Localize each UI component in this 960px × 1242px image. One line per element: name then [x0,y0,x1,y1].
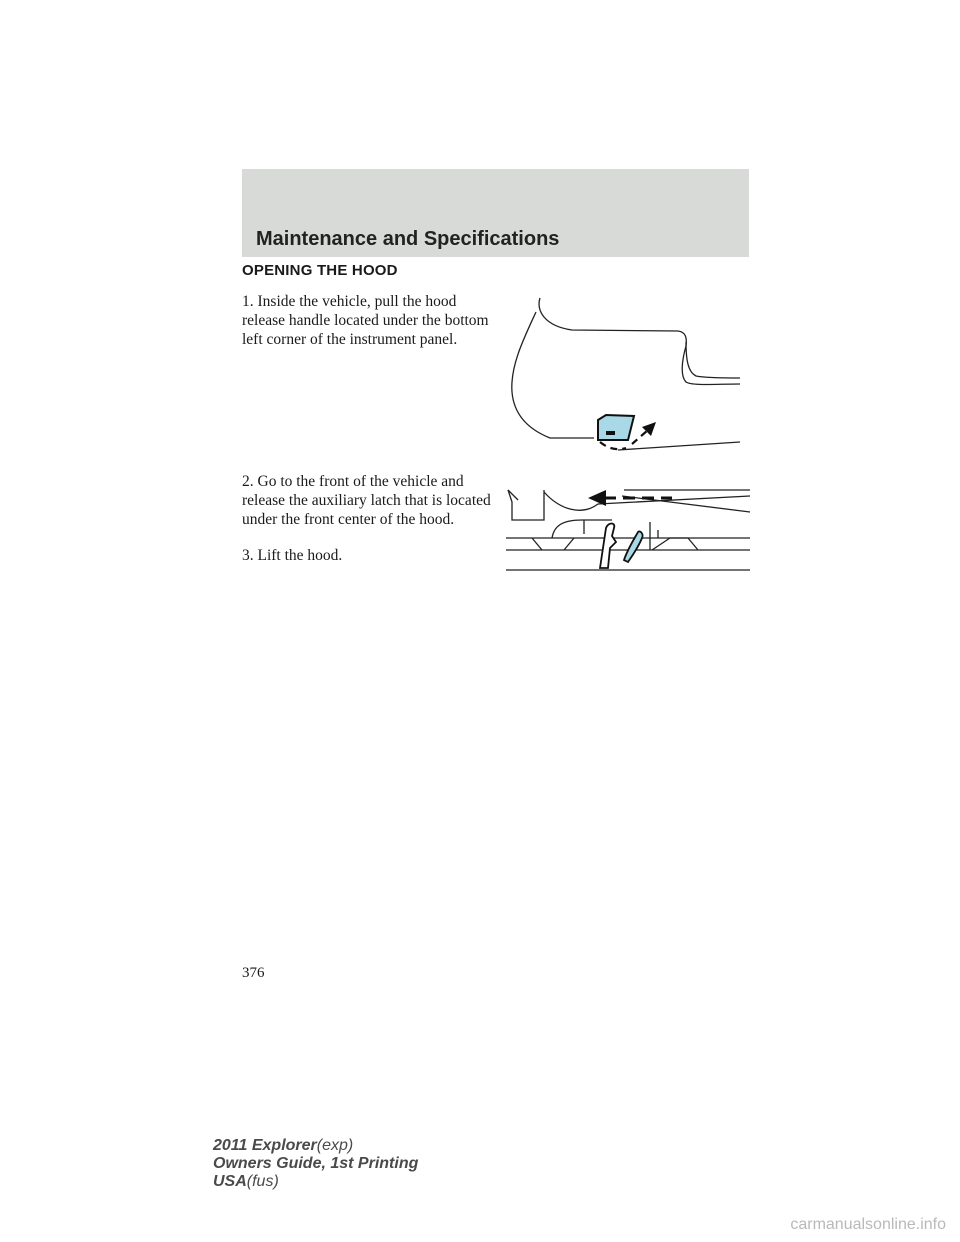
auxiliary-latch-illustration [502,482,752,576]
document-footer [213,1137,418,1191]
footer-line-3 [213,1173,418,1191]
page-number: 376 [242,965,265,981]
footer-line-2 [213,1155,418,1173]
auxiliary-latch-lever-icon [624,531,643,562]
watermark: carmanualsonline.info [790,1216,946,1233]
footer-guide-edition: Owners Guide, 1st Printing [213,1155,419,1172]
footer-line-1 [213,1137,418,1155]
footer-market-code: (fus) [246,1173,279,1190]
section-heading: OPENING THE HOOD [242,262,398,279]
step-2-text: 2. Go to the front of the vehicle and release the auxiliary latch that is located under the front center of the hood. [242,473,491,528]
hood-release-handle-icon [598,415,634,440]
step-3-text: 3. Lift the hood. [242,547,343,564]
step-1-text: 1. Inside the vehicle, pull the hood release handle located under the bottom left corner of the instrument panel. [242,293,489,348]
footer-market: USA [213,1173,247,1190]
section-header-band [242,169,749,257]
hood-release-handle-illustration [502,290,748,458]
footer-model: 2011 Explorer [213,1137,317,1154]
page-section-title: Maintenance and Specifications [256,228,560,250]
footer-model-code: (exp) [316,1137,354,1154]
